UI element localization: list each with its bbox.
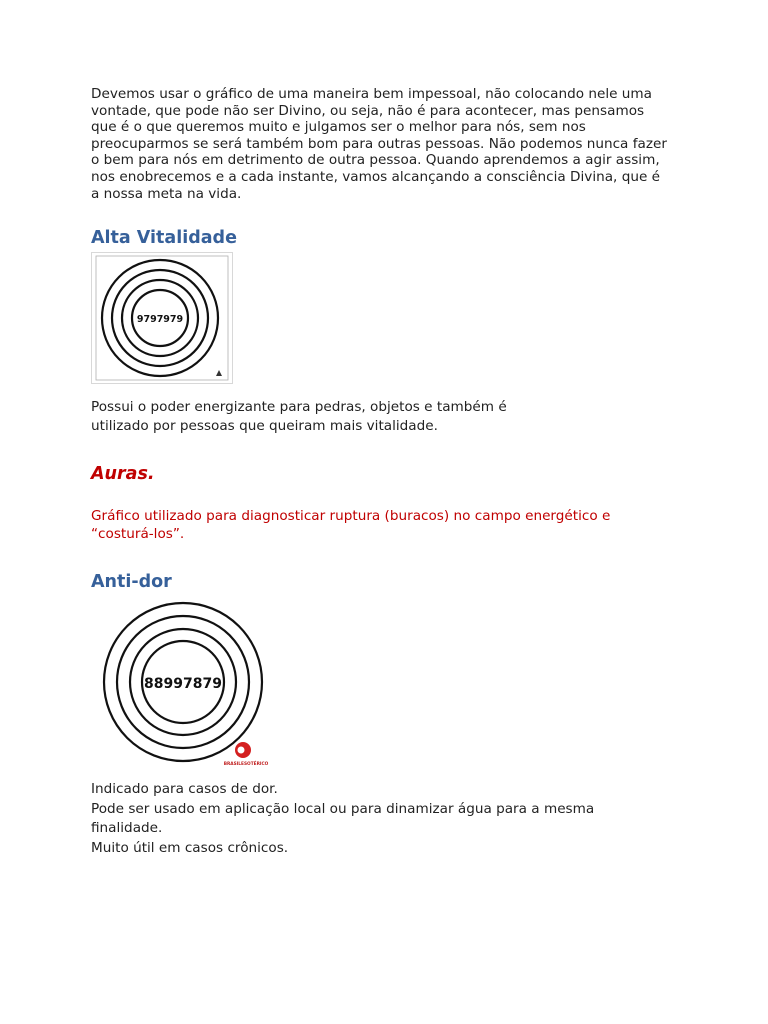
anti-dor-heading: Anti-dor <box>91 572 172 592</box>
anti-dor-number: 88997879 <box>144 676 222 692</box>
alta-vitalidade-description <box>91 398 701 436</box>
intro-line: Devemos usar o gráfico de uma maneira bem impessoal, não colocando nele uma <box>91 86 652 102</box>
auras-heading: Auras. <box>91 464 155 484</box>
intro-line: nos enobrecemos e a cada instante, vamos alcançando a consciência Divina, que é <box>91 168 660 185</box>
anti-dor-chart-graphic <box>91 598 271 770</box>
description-line: Indicado para casos de dor. <box>91 781 278 797</box>
intro-line: vontade, que pode não ser Divino, ou seja, não é para acontecer, mas pensamos <box>91 102 645 119</box>
description-line: Pode ser usado em aplicação local ou para dinamizar água para a mesma <box>91 800 595 817</box>
description-line: Gráfico utilizado para diagnosticar ruptura (buracos) no campo energético e <box>91 508 611 524</box>
logo-text: BRASILESOTÉRICO <box>223 762 269 767</box>
description-line: “costurá-los”. <box>91 526 185 542</box>
intro-line: que é o que queremos muito e julgamos ser o melhor para nós, sem nos <box>91 119 586 136</box>
anti-dor-description <box>91 780 701 858</box>
intro-paragraph <box>91 86 701 202</box>
description-line: Muito útil em casos crônicos. <box>91 839 289 856</box>
description-line: finalidade. <box>91 820 163 836</box>
description-line: utilizado por pessoas que queiram mais vitalidade. <box>91 418 438 434</box>
alta-vitalidade-number: 9797979 <box>136 314 184 325</box>
alta-vitalidade-heading: Alta Vitalidade <box>91 228 237 248</box>
intro-line: preocuparmos se será também bom para outras pessoas. Não podemos nunca fazer <box>91 135 667 152</box>
description-line: Possui o poder energizante para pedras, objetos e também é <box>91 399 507 415</box>
alta-vitalidade-chart-graphic <box>91 252 233 384</box>
alta-vitalidade-chart <box>91 252 233 388</box>
anti-dor-chart <box>91 598 271 774</box>
intro-line: o bem para nós em detrimento de outra pessoa. Quando aprendemos a agir assim, <box>91 152 660 169</box>
intro-line: a nossa meta na vida. <box>91 185 242 202</box>
auras-description <box>91 507 701 543</box>
